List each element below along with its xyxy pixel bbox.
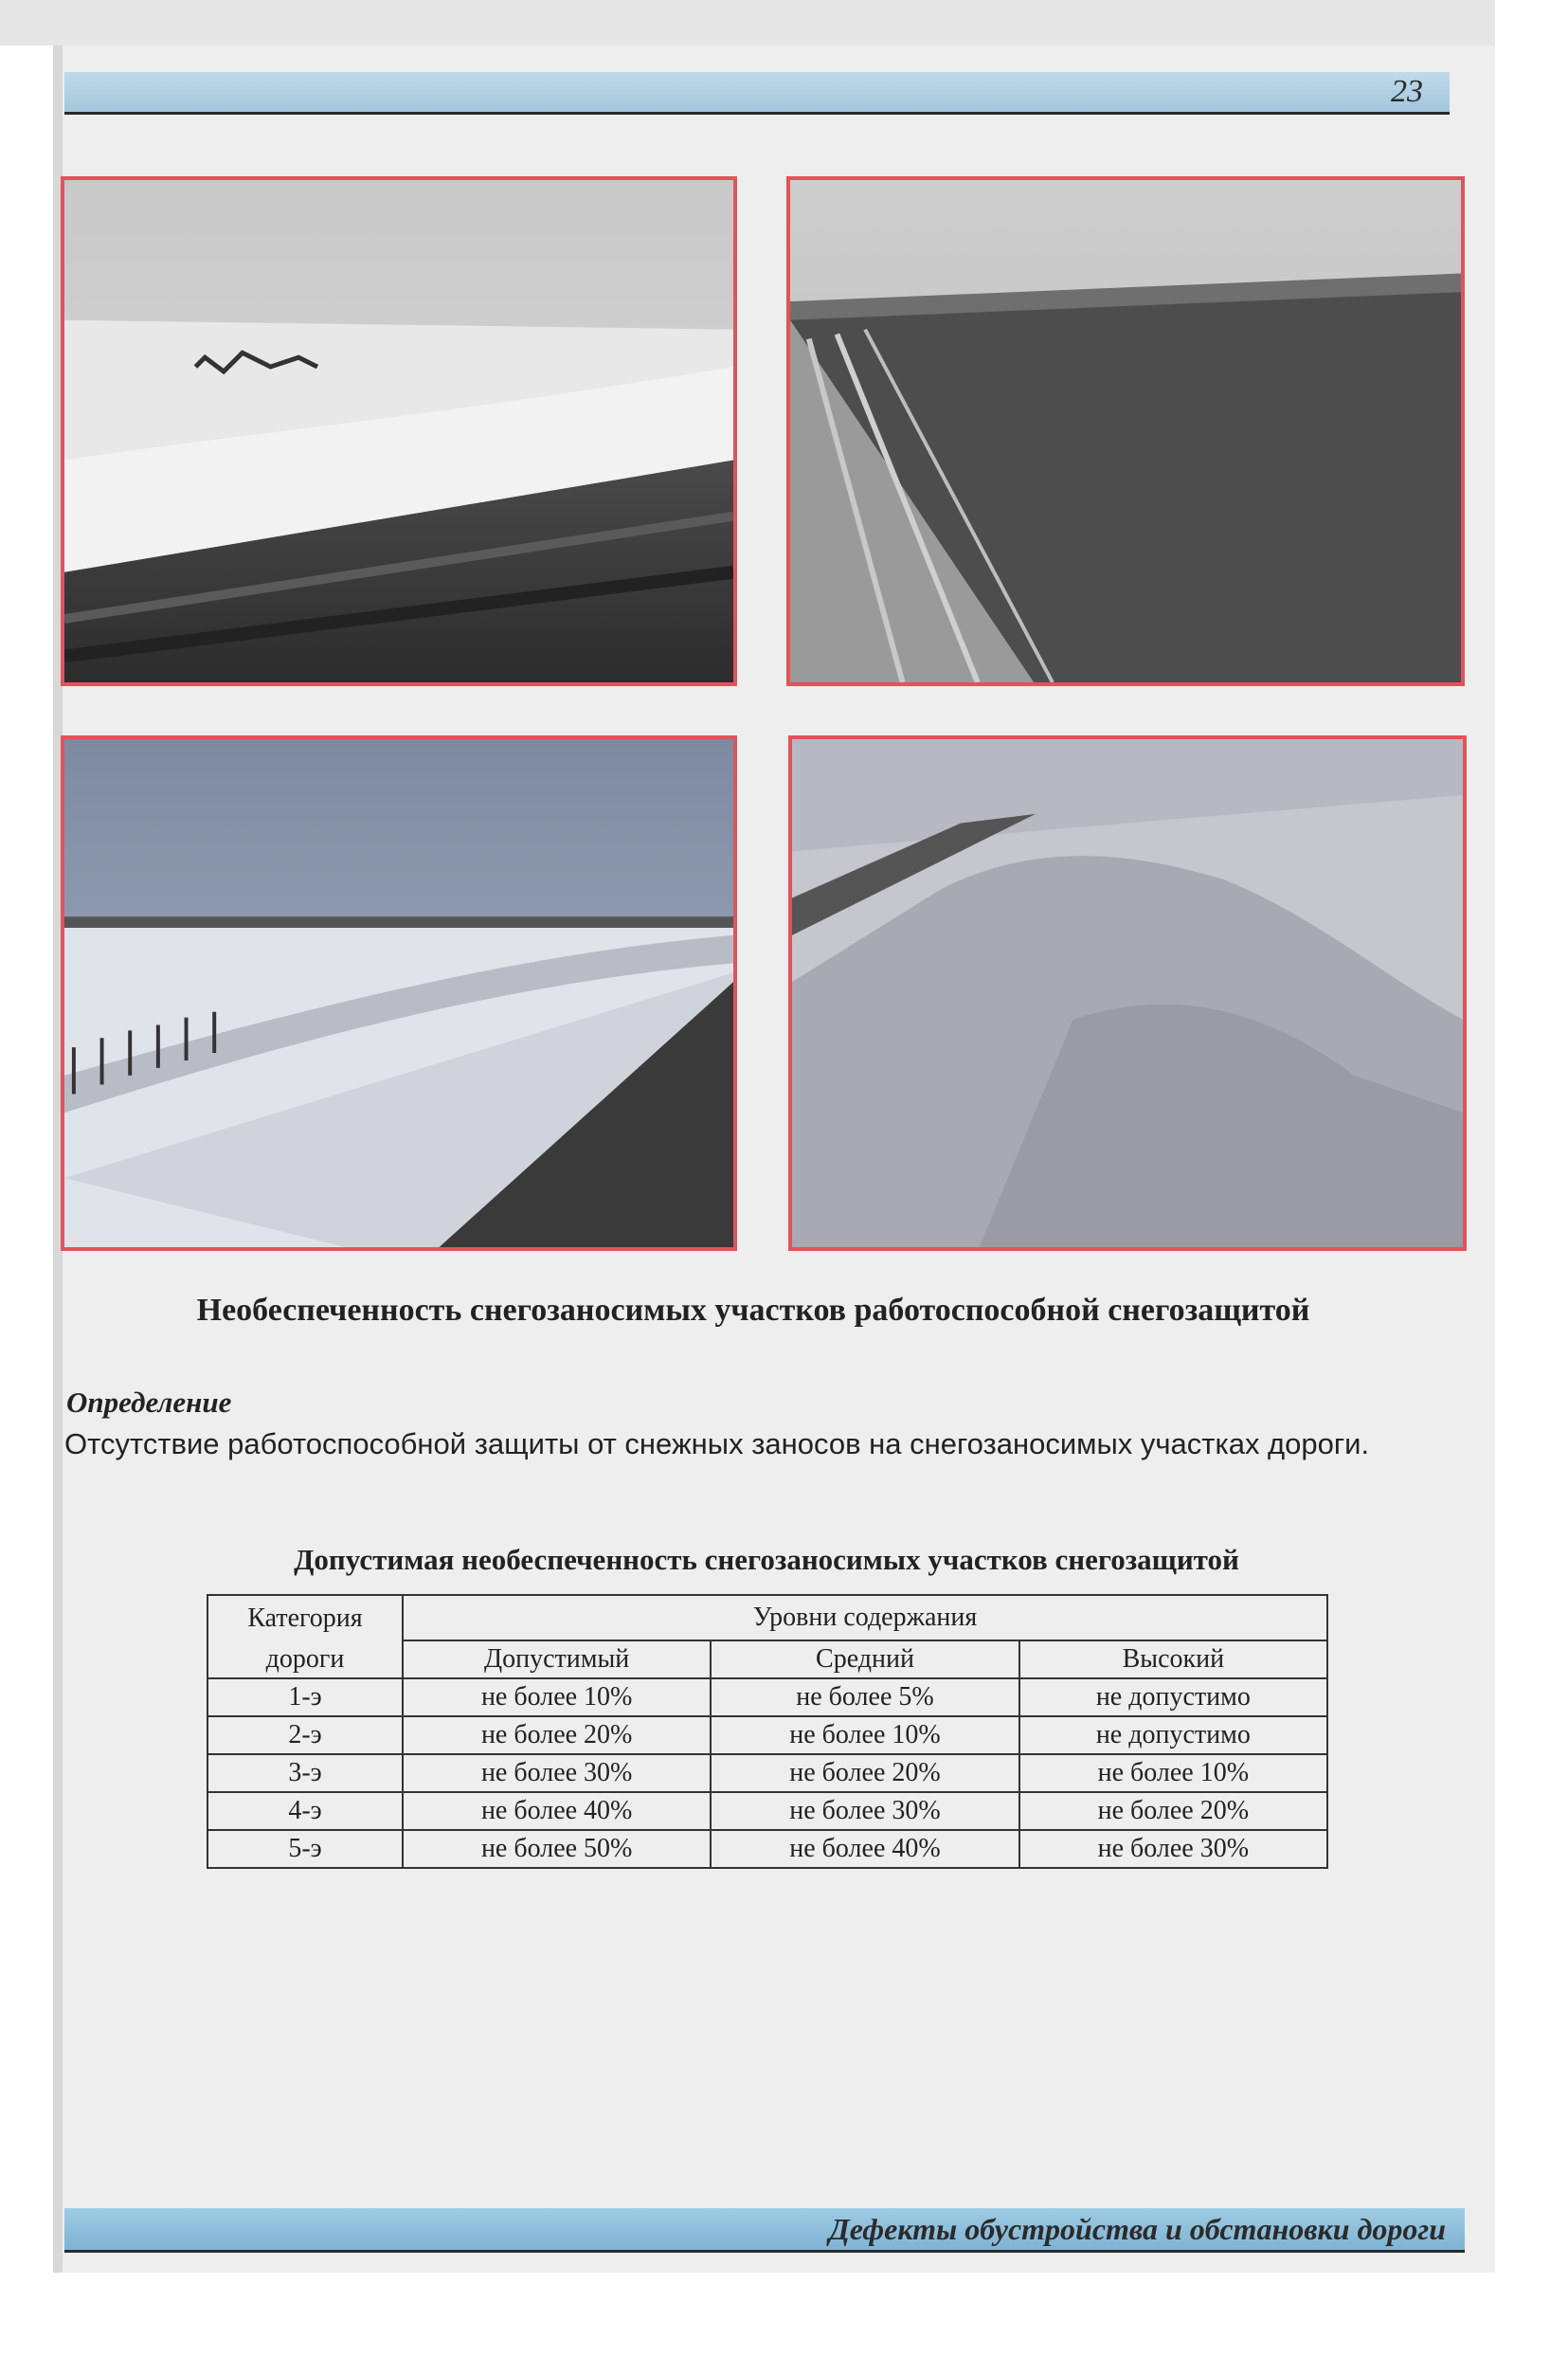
photo-3-image [64, 739, 733, 1247]
scan-top-margin [0, 0, 1495, 45]
row-value: не допустимо [1019, 1678, 1327, 1716]
definition-text: Отсутствие работоспособной защиты от снежных заносов на снегозаносимых участках дороги. [64, 1427, 1370, 1460]
table-row [207, 1678, 1327, 1716]
photo-snowy-road-ruts [786, 176, 1465, 686]
table-header-row-2 [207, 1640, 1327, 1678]
photo-2-image [790, 180, 1461, 682]
row-value: не более 30% [403, 1754, 711, 1792]
table-row [207, 1830, 1327, 1868]
row-value: не более 40% [403, 1792, 711, 1830]
row-value: не более 20% [403, 1716, 711, 1754]
section-title: Необеспеченность снегозаносимых участков работоспособной снегозащитой [196, 1293, 1310, 1328]
row-category: 3-э [207, 1754, 403, 1792]
row-value: не более 50% [403, 1830, 711, 1868]
column-header-high: Высокий [1019, 1640, 1327, 1678]
table-row [207, 1754, 1327, 1792]
row-value: не более 5% [711, 1678, 1018, 1716]
row-value: не допустимо [1019, 1716, 1327, 1754]
row-value: не более 10% [711, 1716, 1018, 1754]
table-row [207, 1792, 1327, 1830]
table-header-row-1 [207, 1595, 1327, 1640]
definition-heading: Определение [66, 1386, 232, 1419]
table-row [207, 1716, 1327, 1754]
photo-1-image [64, 180, 733, 682]
row-category: 4-э [207, 1792, 403, 1830]
maintenance-levels-table [207, 1594, 1328, 1869]
row-value: не более 20% [1019, 1792, 1327, 1830]
row-value: не более 40% [711, 1830, 1018, 1868]
row-value: не более 10% [403, 1678, 711, 1716]
header-bar [64, 72, 1450, 115]
row-value: не более 20% [711, 1754, 1018, 1792]
category-header-line1: Категория [207, 1595, 403, 1640]
photo-road-snow-fence [61, 735, 737, 1251]
photo-snow-drift-road-edge [61, 176, 737, 686]
column-header-medium: Средний [711, 1640, 1018, 1678]
row-category: 5-э [207, 1830, 403, 1868]
footer-bar [64, 2208, 1465, 2253]
row-category: 1-э [207, 1678, 403, 1716]
page-number: 23 [1391, 74, 1423, 109]
levels-header: Уровни содержания [403, 1595, 1327, 1640]
row-value: не более 10% [1019, 1754, 1327, 1792]
category-header-line2: дороги [207, 1640, 403, 1678]
row-category: 2-э [207, 1716, 403, 1754]
row-value: не более 30% [711, 1792, 1018, 1830]
column-header-acceptable: Допустимый [403, 1640, 711, 1678]
photo-snow-drifts [788, 735, 1467, 1251]
photo-4-image [792, 739, 1463, 1247]
scan-right-margin [1495, 0, 1568, 2374]
table-title: Допустимая необеспеченность снегозаносимых участков снегозащитой [294, 1543, 1239, 1576]
row-value: не более 30% [1019, 1830, 1327, 1868]
footer-text: Дефекты обустройства и обстановки дороги [828, 2212, 1446, 2246]
